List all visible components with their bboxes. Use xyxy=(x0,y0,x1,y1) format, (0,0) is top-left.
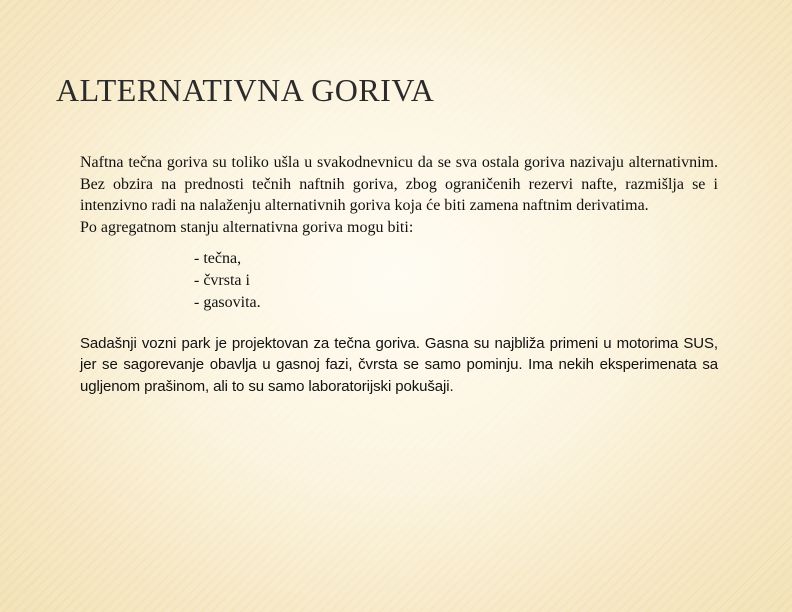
slide-title: ALTERNATIVNA GORIVA xyxy=(56,72,435,108)
list-item: - gasovita. xyxy=(194,293,261,311)
slide-body xyxy=(80,152,718,397)
fuel-state-list xyxy=(80,248,718,313)
classification-intro: Po agregatnom stanju alternativna goriva mogu biti: xyxy=(80,218,414,236)
intro-paragraph: Naftna tečna goriva su toliko ušla u svakodnevnicu da se sva ostala goriva nazivaju alternativnim. Bez obzira na prednosti tečnih naftnih goriva, zbog ograničenih rezervi nafte, razmišlja se i intenzivno radi na nalaženju alternativnih goriva koja će biti zamena naftnim derivatima. xyxy=(80,154,718,215)
list-item: - tečna, xyxy=(194,250,242,268)
list-item: - čvrsta i xyxy=(194,271,250,289)
vehicle-fleet-paragraph: Sadašnji vozni park je projektovan za tečna goriva. Gasna su najbliža primeni u motorima SUS, jer se sagorevanje obavlja u gasnoj fazi, čvrsta se samo pominju. Ima nekih eksperimenata sa ugljenom prašinom, ali to su samo laboratorijski pokušaji. xyxy=(80,335,718,395)
